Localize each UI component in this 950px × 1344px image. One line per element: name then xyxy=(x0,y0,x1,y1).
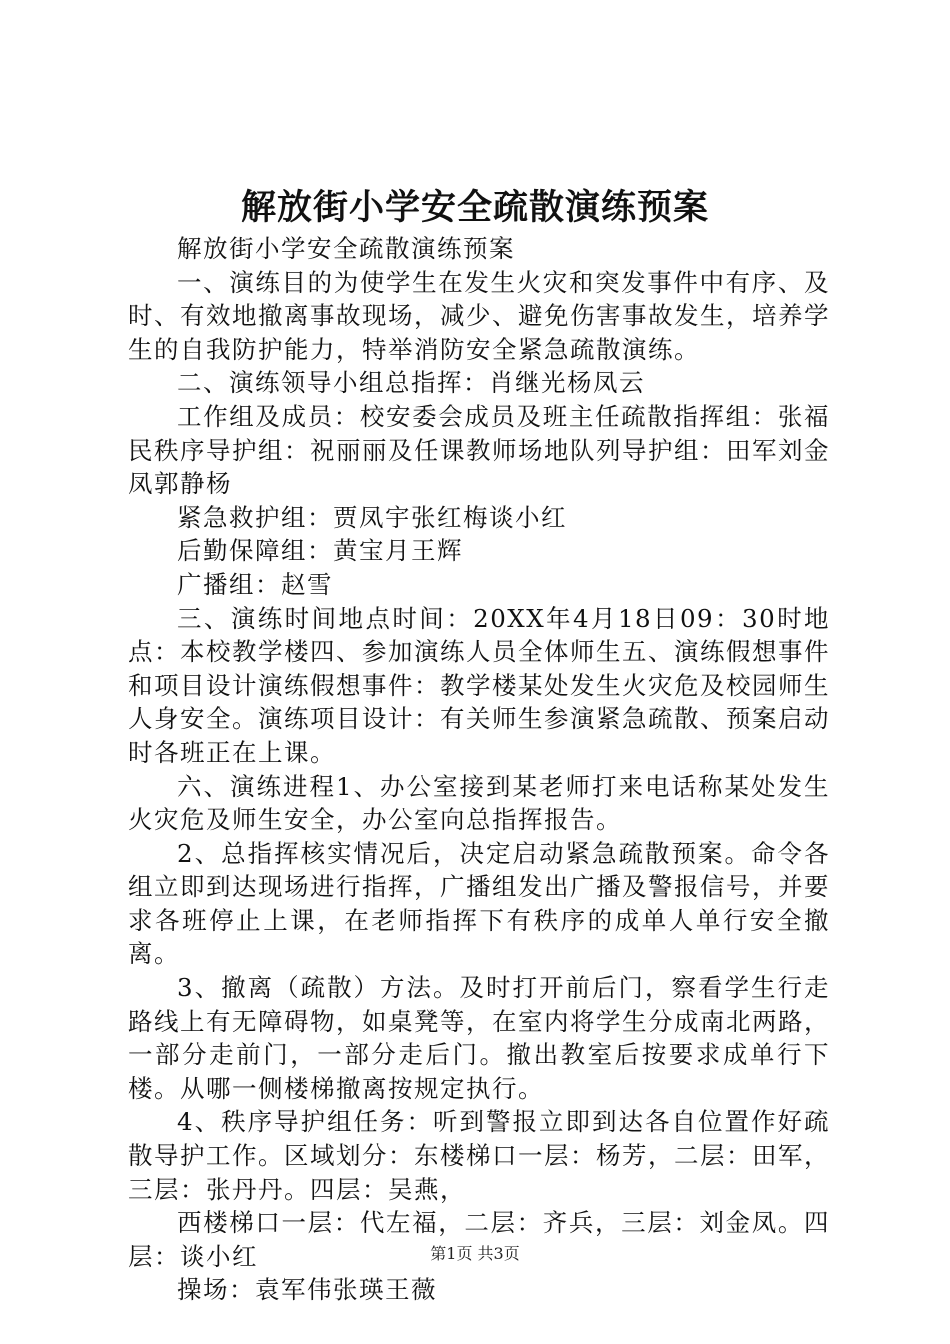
document-title: 解放街小学安全疏散演练预案 xyxy=(240,187,709,228)
paragraph-rescue-group: 紧急救护组：贾凤宇张红梅谈小红 xyxy=(177,502,567,532)
paragraph-process-step-2: 2、总指挥核实情况后，决定启动紧急疏散预案。命令各组立即到达现场进行指挥，广播组发出广播及警报信号，并要求各班停止上课，在老师指挥下有秩序的成单人单行安全撤离。 xyxy=(128,838,830,969)
paragraph-process-step-1: 六、演练进程1、办公室接到某老师打来电话称某处发生火灾危及师生安全，办公室向总指挥报告。 xyxy=(128,771,830,835)
paragraph-logistics-group: 后勤保障组：黄宝月王辉 xyxy=(177,536,463,566)
paragraph-leadership: 二、演练领导小组总指挥：肖继光杨凤云 xyxy=(177,368,645,398)
paragraph-process-step-4: 4、秩序导护组任务：听到警报立即到达各自位置作好疏散导护工作。区域划分：东楼梯口一层：杨芳，二层：田军，三层：张丹丹。四层：吴燕， xyxy=(128,1107,830,1204)
paragraph-playground: 操场：袁军伟张瑛王薇 xyxy=(177,1275,437,1305)
paragraph-process-step-3: 3、撤离（疏散）方法。及时打开前后门，察看学生行走路线上有无障碍物，如桌凳等，在室内将学生分成南北两路，一部分走前门，一部分走后门。撤出教室后按要求成单行下楼。从哪一侧楼梯撤离按规定执行。 xyxy=(128,973,830,1103)
paragraph-time-place: 三、演练时间地点时间：20XX年4月18日09：30时地点：本校教学楼四、参加演练人员全体师生五、演练假想事件和项目设计演练假想事件：教学楼某处发生火灾危及校园师生人身安全。演练项目设计：有关师生参演紧急疏散、预案启动时各班正在上课。 xyxy=(128,603,830,767)
paragraph-west-stairs: 西楼梯口一层：代左福，二层：齐兵，三层：刘金凤。四层：谈小红 xyxy=(128,1208,830,1271)
paragraph-working-groups: 工作组及成员：校安委会成员及班主任疏散指挥组：张福民秩序导护组：祝丽丽及任课教师场地队列导护组：田军刘金凤郭静杨 xyxy=(128,401,830,499)
paragraph-heading-repeat: 解放街小学安全疏散演练预案 xyxy=(177,234,515,263)
paragraph-broadcast-group: 广播组：赵雪 xyxy=(177,569,333,599)
paragraph-purpose: 一、演练目的为使学生在发生火灾和突发事件中有序、及时、有效地撤离事故现场，减少、避免伤害事故发生，培养学生的自我防护能力，特举消防安全紧急疏散演练。 xyxy=(128,267,830,364)
document-body xyxy=(128,232,830,1307)
page-number-footer: 第1页 共3页 xyxy=(430,1244,520,1263)
